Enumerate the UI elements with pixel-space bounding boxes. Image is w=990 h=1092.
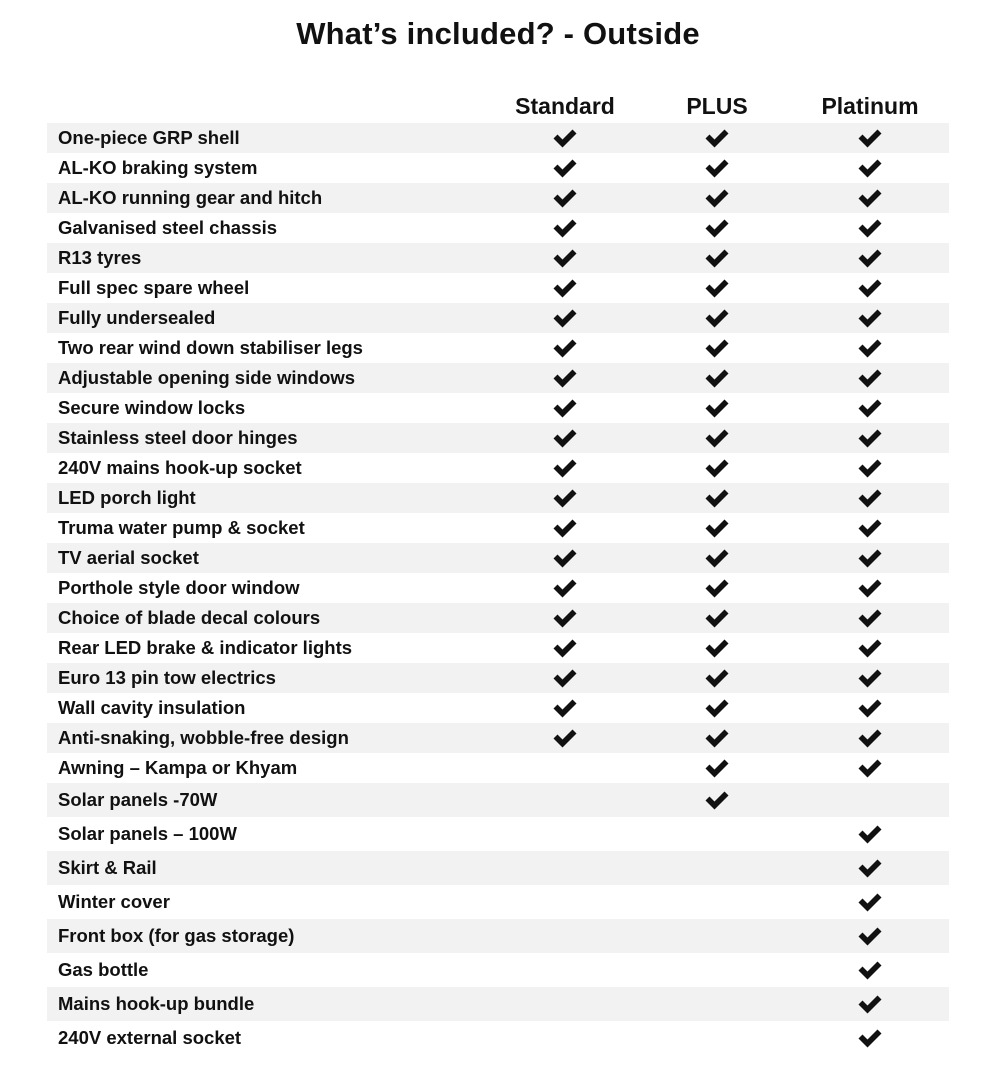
table-row — [47, 603, 949, 633]
plus-included-check — [697, 513, 737, 543]
platinum-included-check — [850, 987, 890, 1021]
plus-included-check — [697, 273, 737, 303]
standard-included-check — [545, 273, 585, 303]
table-row — [47, 987, 949, 1021]
standard-included-check — [545, 723, 585, 753]
checkmark-icon — [857, 217, 883, 239]
checkmark-icon — [552, 727, 578, 749]
platinum-included-check — [850, 423, 890, 453]
plus-included-check — [697, 363, 737, 393]
platinum-included-check — [850, 817, 890, 851]
checkmark-icon — [552, 217, 578, 239]
feature-label: Skirt & Rail — [58, 857, 157, 878]
platinum-included-check — [850, 851, 890, 885]
table-row — [47, 423, 949, 453]
platinum-included-check — [850, 123, 890, 153]
table-row — [47, 213, 949, 243]
platinum-included-check — [850, 303, 890, 333]
checkmark-icon — [857, 925, 883, 947]
platinum-included-check — [850, 919, 890, 953]
checkmark-icon — [857, 607, 883, 629]
table-row — [47, 783, 949, 817]
checkmark-icon — [552, 427, 578, 449]
checkmark-icon — [552, 607, 578, 629]
plus-included-check — [697, 573, 737, 603]
checkmark-icon — [857, 307, 883, 329]
table-row — [47, 333, 949, 363]
standard-included-check — [545, 423, 585, 453]
checkmark-icon — [704, 517, 730, 539]
checkmark-icon — [704, 127, 730, 149]
checkmark-icon — [857, 517, 883, 539]
page-title: What’s included? - Outside — [296, 16, 700, 51]
plus-included-check — [697, 303, 737, 333]
plus-included-check — [697, 663, 737, 693]
checkmark-icon — [704, 789, 730, 811]
table-row — [47, 953, 949, 987]
plus-included-check — [697, 393, 737, 423]
feature-label: 240V external socket — [58, 1027, 242, 1048]
table-row — [47, 123, 949, 153]
plus-included-check — [697, 423, 737, 453]
checkmark-icon — [857, 157, 883, 179]
table-row — [47, 513, 949, 543]
feature-label: Choice of blade decal colours — [58, 607, 321, 628]
platinum-included-check — [850, 363, 890, 393]
checkmark-icon — [857, 757, 883, 779]
feature-label: AL-KO braking system — [58, 157, 258, 178]
checkmark-icon — [857, 487, 883, 509]
checkmark-icon — [704, 607, 730, 629]
platinum-included-check — [850, 243, 890, 273]
checkmark-icon — [552, 337, 578, 359]
plus-included-check — [697, 723, 737, 753]
checkmark-icon — [704, 547, 730, 569]
table-row — [47, 273, 949, 303]
checkmark-icon — [857, 891, 883, 913]
platinum-included-check — [850, 183, 890, 213]
platinum-included-check — [850, 753, 890, 783]
checkmark-icon — [704, 277, 730, 299]
platinum-included-check — [850, 1021, 890, 1055]
platinum-included-check — [850, 543, 890, 573]
checkmark-icon — [704, 337, 730, 359]
platinum-included-check — [850, 333, 890, 363]
platinum-included-check — [850, 573, 890, 603]
feature-label: Wall cavity insulation — [58, 697, 246, 718]
plus-included-check — [697, 123, 737, 153]
plus-included-check — [697, 693, 737, 723]
column-header-platinum: Platinum — [821, 93, 919, 119]
plus-included-check — [697, 333, 737, 363]
table-row — [47, 851, 949, 885]
feature-label: AL-KO running gear and hitch — [58, 187, 323, 208]
checkmark-icon — [704, 397, 730, 419]
plus-included-check — [697, 183, 737, 213]
checkmark-icon — [552, 247, 578, 269]
table-row — [47, 573, 949, 603]
feature-label: Solar panels -70W — [58, 789, 218, 810]
feature-label: Anti-snaking, wobble-free design — [58, 727, 349, 748]
platinum-included-check — [850, 483, 890, 513]
platinum-included-check — [850, 513, 890, 543]
standard-included-check — [545, 513, 585, 543]
table-row — [47, 453, 949, 483]
platinum-included-check — [850, 633, 890, 663]
feature-label: 240V mains hook-up socket — [58, 457, 302, 478]
standard-included-check — [545, 303, 585, 333]
feature-table — [47, 123, 949, 1055]
checkmark-icon — [857, 247, 883, 269]
feature-label: R13 tyres — [58, 247, 142, 268]
checkmark-icon — [857, 959, 883, 981]
plus-included-check — [697, 603, 737, 633]
column-header-plus: PLUS — [686, 93, 748, 119]
checkmark-icon — [704, 697, 730, 719]
checkmark-icon — [704, 457, 730, 479]
standard-included-check — [545, 243, 585, 273]
feature-label: Truma water pump & socket — [58, 517, 305, 538]
checkmark-icon — [704, 217, 730, 239]
checkmark-icon — [857, 727, 883, 749]
table-row — [47, 183, 949, 213]
checkmark-icon — [552, 577, 578, 599]
platinum-included-check — [850, 953, 890, 987]
checkmark-icon — [857, 823, 883, 845]
platinum-included-check — [850, 213, 890, 243]
plus-included-check — [697, 633, 737, 663]
table-row — [47, 723, 949, 753]
checkmark-icon — [552, 157, 578, 179]
checkmark-icon — [857, 397, 883, 419]
feature-label: Winter cover — [58, 891, 170, 912]
feature-label: Front box (for gas storage) — [58, 925, 295, 946]
checkmark-icon — [857, 1027, 883, 1049]
checkmark-icon — [552, 547, 578, 569]
feature-label: Galvanised steel chassis — [58, 217, 278, 238]
feature-label: Mains hook-up bundle — [58, 993, 255, 1014]
checkmark-icon — [704, 307, 730, 329]
checkmark-icon — [704, 427, 730, 449]
column-header-standard: Standard — [515, 93, 615, 119]
standard-included-check — [545, 333, 585, 363]
feature-label: Fully undersealed — [58, 307, 216, 328]
checkmark-icon — [552, 697, 578, 719]
checkmark-icon — [704, 637, 730, 659]
feature-label: One-piece GRP shell — [58, 127, 240, 148]
checkmark-icon — [704, 187, 730, 209]
checkmark-icon — [857, 127, 883, 149]
table-row — [47, 243, 949, 273]
checkmark-icon — [704, 727, 730, 749]
table-row — [47, 483, 949, 513]
platinum-included-check — [850, 453, 890, 483]
checkmark-icon — [857, 277, 883, 299]
checkmark-icon — [857, 547, 883, 569]
checkmark-icon — [552, 457, 578, 479]
table-row — [47, 919, 949, 953]
table-row — [47, 393, 949, 423]
table-row — [47, 693, 949, 723]
feature-label: Full spec spare wheel — [58, 277, 250, 298]
checkmark-icon — [552, 307, 578, 329]
feature-label: Euro 13 pin tow electrics — [58, 667, 276, 688]
feature-label: Porthole style door window — [58, 577, 300, 598]
checkmark-icon — [857, 187, 883, 209]
checkmark-icon — [857, 993, 883, 1015]
checkmark-icon — [552, 397, 578, 419]
checkmark-icon — [552, 127, 578, 149]
checkmark-icon — [704, 367, 730, 389]
feature-label: Awning – Kampa or Khyam — [58, 757, 298, 778]
standard-included-check — [545, 453, 585, 483]
standard-included-check — [545, 213, 585, 243]
plus-included-check — [697, 153, 737, 183]
checkmark-icon — [704, 247, 730, 269]
feature-label: TV aerial socket — [58, 547, 199, 568]
table-row — [47, 817, 949, 851]
checkmark-icon — [704, 667, 730, 689]
standard-included-check — [545, 363, 585, 393]
checkmark-icon — [552, 517, 578, 539]
plus-included-check — [697, 783, 737, 817]
checkmark-icon — [857, 427, 883, 449]
plus-included-check — [697, 753, 737, 783]
checkmark-icon — [857, 577, 883, 599]
feature-label: Rear LED brake & indicator lights — [58, 637, 353, 658]
checkmark-icon — [552, 667, 578, 689]
checkmark-icon — [704, 157, 730, 179]
standard-included-check — [545, 543, 585, 573]
platinum-included-check — [850, 663, 890, 693]
platinum-included-check — [850, 885, 890, 919]
checkmark-icon — [552, 367, 578, 389]
standard-included-check — [545, 483, 585, 513]
table-row — [47, 543, 949, 573]
feature-label: Secure window locks — [58, 397, 246, 418]
platinum-included-check — [850, 603, 890, 633]
platinum-included-check — [850, 153, 890, 183]
feature-label: Stainless steel door hinges — [58, 427, 298, 448]
plus-included-check — [697, 213, 737, 243]
feature-label: Two rear wind down stabiliser legs — [58, 337, 363, 358]
plus-included-check — [697, 243, 737, 273]
table-row — [47, 363, 949, 393]
checkmark-icon — [857, 337, 883, 359]
checkmark-icon — [704, 487, 730, 509]
platinum-included-check — [850, 693, 890, 723]
checkmark-icon — [704, 757, 730, 779]
checkmark-icon — [857, 697, 883, 719]
standard-included-check — [545, 393, 585, 423]
plus-included-check — [697, 483, 737, 513]
table-row — [47, 633, 949, 663]
plus-included-check — [697, 453, 737, 483]
checkmark-icon — [857, 667, 883, 689]
standard-included-check — [545, 183, 585, 213]
table-row — [47, 1021, 949, 1055]
feature-label: Solar panels – 100W — [58, 823, 237, 844]
checkmark-icon — [857, 367, 883, 389]
standard-included-check — [545, 603, 585, 633]
table-row — [47, 753, 949, 783]
checkmark-icon — [552, 637, 578, 659]
checkmark-icon — [857, 457, 883, 479]
checkmark-icon — [552, 187, 578, 209]
feature-label: Gas bottle — [58, 959, 149, 980]
standard-included-check — [545, 693, 585, 723]
feature-label: Adjustable opening side windows — [58, 367, 356, 388]
feature-label: LED porch light — [58, 487, 196, 508]
checkmark-icon — [857, 857, 883, 879]
platinum-included-check — [850, 723, 890, 753]
table-row — [47, 303, 949, 333]
checkmark-icon — [857, 637, 883, 659]
plus-included-check — [697, 543, 737, 573]
standard-included-check — [545, 153, 585, 183]
table-row — [47, 885, 949, 919]
standard-included-check — [545, 123, 585, 153]
table-row — [47, 153, 949, 183]
platinum-included-check — [850, 273, 890, 303]
standard-included-check — [545, 633, 585, 663]
checkmark-icon — [552, 277, 578, 299]
standard-included-check — [545, 573, 585, 603]
platinum-included-check — [850, 393, 890, 423]
checkmark-icon — [552, 487, 578, 509]
standard-included-check — [545, 663, 585, 693]
checkmark-icon — [704, 577, 730, 599]
table-row — [47, 663, 949, 693]
